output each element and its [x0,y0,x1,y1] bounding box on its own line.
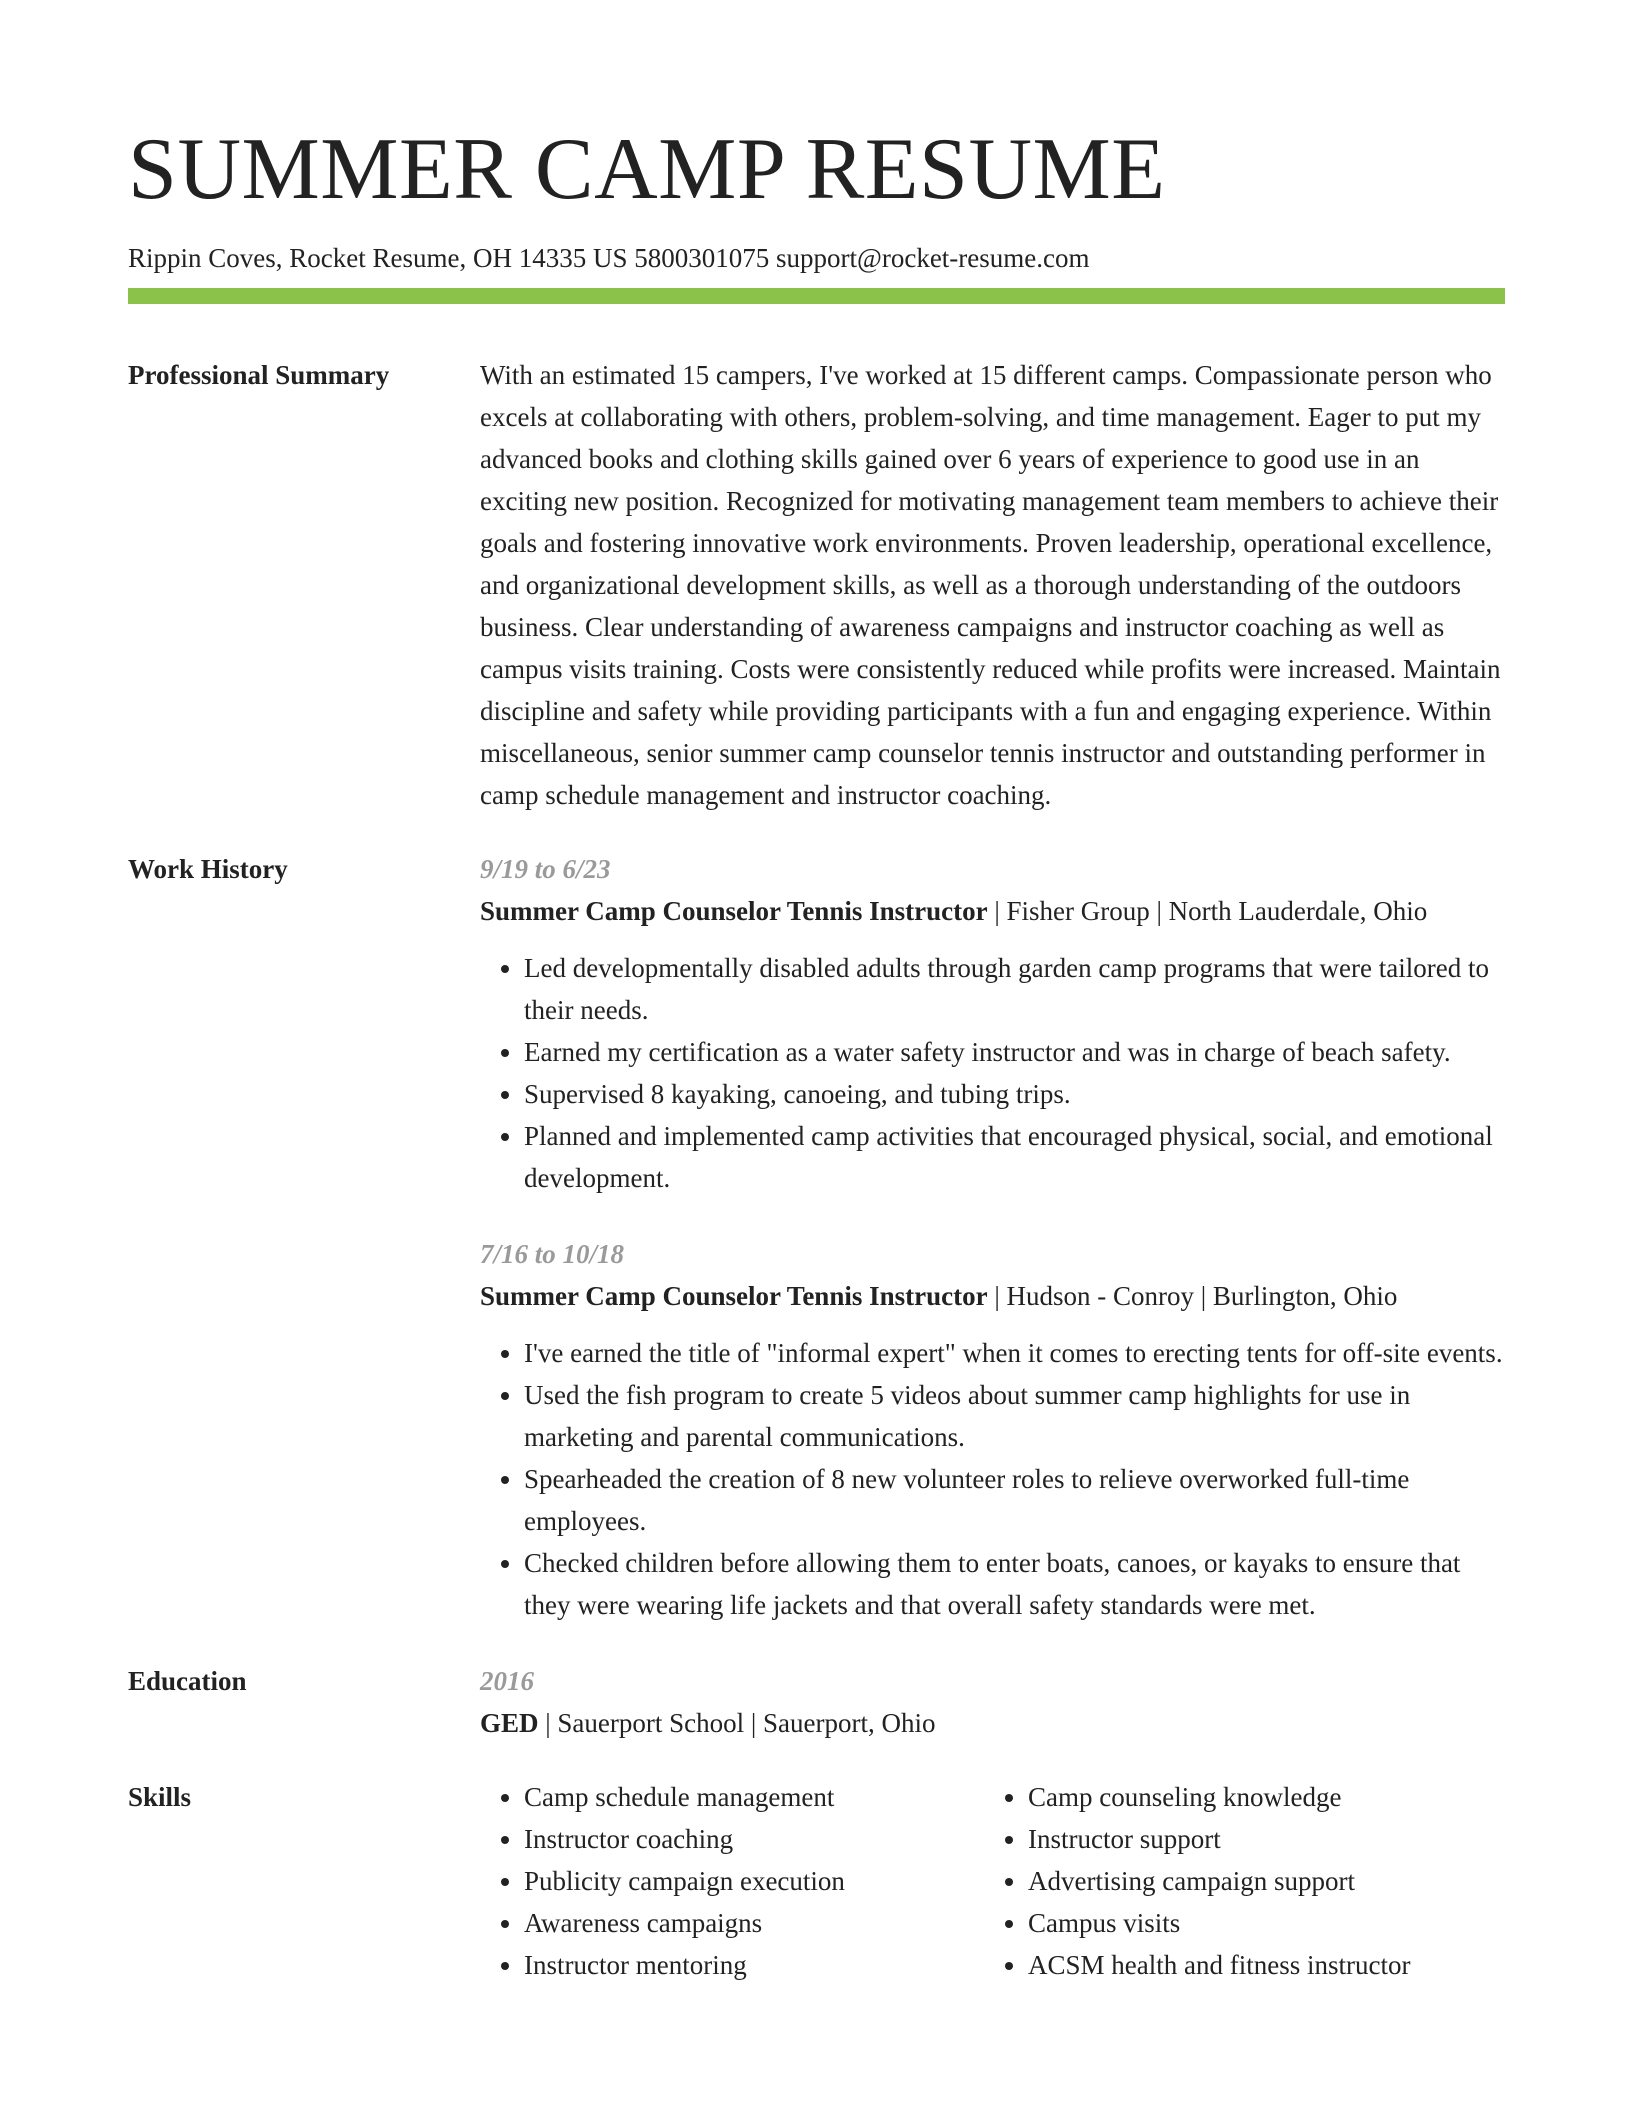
job-details: | Hudson - Conroy | Burlington, Ohio [987,1281,1398,1311]
job-dates: 9/19 to 6/23 [480,854,611,884]
job-bullet: • Used the fish program to create 5 videos about summer camp highlights for use in marketing and parental communications. [524,1374,1505,1458]
job-entry [480,848,1505,1199]
work-history-section [128,848,1505,1626]
job-title: Summer Camp Counselor Tennis Instructor [480,1281,988,1311]
skills-columns [480,1776,1505,1986]
job-heading [480,1275,1505,1317]
work-history-body [480,848,1505,1626]
job-bullet: • Checked children before allowing them to enter boats, canoes, or kayaks to ensure that they were wearing life jackets and that overall safety standards were met. [524,1542,1505,1626]
skill-item: • ACSM health and fitness instructor [1028,1944,1505,1986]
skill-item: • Camp schedule management [524,1776,984,1818]
summary-text: With an estimated 15 campers, I've worked at 15 different camps. Compassionate person who excels at collaborating with others, problem-solving, and time management. Eager to put my advanced books and clothing skills gained over 6 years of experience to good use in an exciting new position. Recognized for motivating management team members to achieve their goals and fostering innovative work environments. Proven leadership, operational excellence, and organizational development skills, as well as a thorough understanding of the outdoors business. Clear understanding of awareness campaigns and instructor coaching as well as campus visits training. Costs were consistently reduced while profits were increased. Maintain discipline and safety while providing participants with a fun and engaging experience. Within miscellaneous, senior summer camp counselor tennis instructor and outstanding performer in camp schedule management and instructor coaching. [480,360,1501,810]
education-section [128,1660,1505,1744]
education-details: | Sauerport School | Sauerport, Ohio [538,1708,936,1738]
skills-heading: Skills [128,1782,192,1812]
skill-item: • Campus visits [1028,1902,1505,1944]
job-bullet: • I've earned the title of "informal expert" when it comes to erecting tents for off-site events. [524,1332,1505,1374]
job-heading [480,890,1505,932]
skills-list [480,1776,984,1986]
skill-item: • Camp counseling knowledge [1028,1776,1505,1818]
job-entry [480,1233,1505,1626]
resume-title: SUMMER CAMP RESUME [128,121,1166,218]
education-line [480,1702,1505,1744]
skill-item: • Advertising campaign support [1028,1860,1505,1902]
skill-item: • Instructor support [1028,1818,1505,1860]
skill-item: • Instructor coaching [524,1818,984,1860]
job-bullet: • Led developmentally disabled adults through garden camp programs that were tailored to their needs. [524,947,1505,1031]
skills-list [984,1776,1505,1986]
skill-item: • Awareness campaigns [524,1902,984,1944]
skill-item: • Instructor mentoring [524,1944,984,1986]
job-bullet: • Spearheaded the creation of 8 new volunteer roles to relieve overworked full-time employees. [524,1458,1505,1542]
contact-line: Rippin Coves, Rocket Resume, OH 14335 US 5800301075 support@rocket-resume.com [128,243,1090,273]
skills-column [480,1776,984,1986]
job-bullets [480,947,1505,1199]
skills-body [480,1776,1505,1986]
job-dates: 7/16 to 10/18 [480,1239,625,1269]
skills-column [984,1776,1505,1986]
skills-section [128,1776,1505,1986]
header-divider [128,288,1505,304]
summary-section [128,354,1505,816]
education-date: 2016 [480,1666,534,1696]
job-bullet: • Earned my certification as a water safety instructor and was in charge of beach safety. [524,1031,1505,1073]
education-body [480,1660,1505,1744]
education-heading: Education [128,1666,247,1696]
job-title: Summer Camp Counselor Tennis Instructor [480,896,988,926]
job-bullet: • Planned and implemented camp activities that encouraged physical, social, and emotional development. [524,1115,1505,1199]
job-bullets [480,1332,1505,1626]
summary-heading: Professional Summary [128,360,390,390]
job-bullet: • Supervised 8 kayaking, canoeing, and tubing trips. [524,1073,1505,1115]
education-degree: GED [480,1708,539,1738]
resume-page [128,118,1505,1986]
skill-item: • Publicity campaign execution [524,1860,984,1902]
work-history-heading: Work History [128,854,288,884]
job-details: | Fisher Group | North Lauderdale, Ohio [987,896,1428,926]
